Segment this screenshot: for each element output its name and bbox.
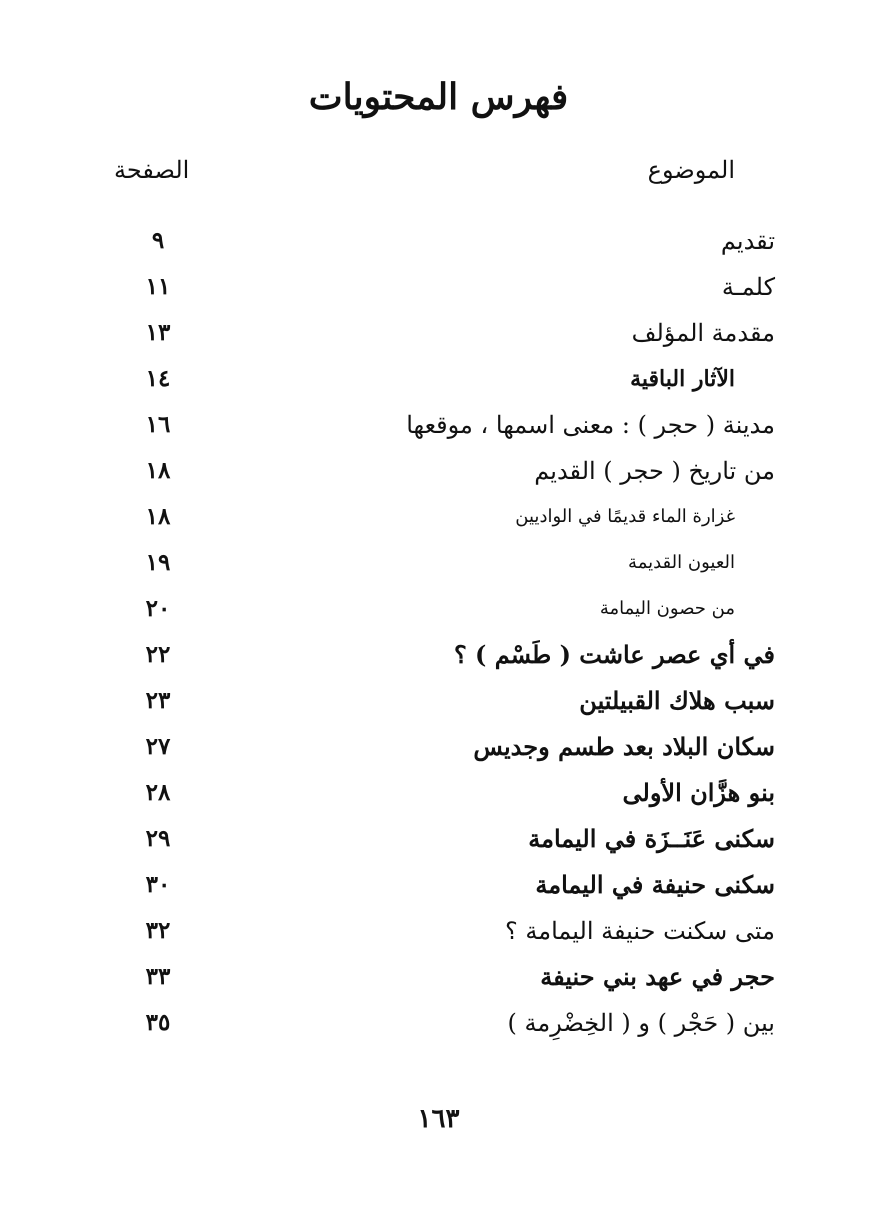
toc-entry-topic: سكنى حنيفة في اليمامة [535, 870, 775, 899]
toc-entry-page: ٢٢ [145, 641, 171, 668]
toc-entry-page: ٢٨ [145, 779, 171, 806]
toc-entry [0, 218, 877, 264]
toc-entry-page: ١١ [145, 273, 171, 300]
toc-entry [0, 678, 877, 724]
toc-entry-topic: مدينة ( حجر ) : معنى اسمها ، موقعها [406, 411, 775, 439]
toc-entry [0, 356, 877, 402]
toc-entry [0, 908, 877, 954]
toc-entry-page: ٣٢ [145, 917, 171, 944]
toc-entry [0, 494, 877, 540]
toc-entry-page: ٣٣ [145, 963, 171, 990]
toc-entry [0, 402, 877, 448]
toc-entry [0, 1000, 877, 1046]
toc-entry-page: ٢٩ [145, 825, 171, 852]
toc-entry-topic: العيون القديمة [628, 552, 735, 573]
toc-entry-page: ١٤ [145, 365, 171, 392]
toc-entry [0, 954, 877, 1000]
toc-entry-topic: حجر في عهد بني حنيفة [540, 962, 775, 991]
toc-entry-topic: مقدمة المؤلف [631, 319, 775, 347]
column-header-topic: الموضوع [647, 156, 735, 184]
toc-entry-page: ١٦ [145, 411, 171, 438]
toc-entry-page: ١٨ [145, 503, 171, 530]
toc-entry [0, 770, 877, 816]
toc-entry [0, 448, 877, 494]
toc-entry-topic: بنو هزَّان الأولى [622, 778, 775, 807]
column-header-page: الصفحة [114, 156, 190, 184]
toc-entry-topic: متى سكنت حنيفة اليمامة ؟ [505, 917, 775, 945]
toc-entry [0, 586, 877, 632]
toc-entry-page: ١٩ [145, 549, 171, 576]
toc-entry [0, 264, 877, 310]
table-of-contents [0, 218, 877, 1046]
toc-entry-topic: الآثار الباقية [630, 366, 735, 392]
toc-entry [0, 816, 877, 862]
toc-entry [0, 540, 877, 586]
page-title: فهرس المحتويات [308, 76, 569, 118]
toc-entry-topic: سكنى عَنَــزَة في اليمامة [528, 824, 775, 853]
toc-entry [0, 632, 877, 678]
toc-entry-page: ١٨ [145, 457, 171, 484]
toc-entry-page: ١٣ [145, 319, 171, 346]
toc-entry-topic: بين ( حَجْر ) و ( الخِضْرِمة ) [507, 1009, 775, 1037]
toc-entry-topic: سبب هلاك القبيلتين [579, 686, 775, 715]
toc-entry-page: ٢٧ [145, 733, 171, 760]
toc-entry-topic: سكان البلاد بعد طسم وجديس [473, 732, 775, 761]
toc-entry-topic: تقديم [720, 227, 775, 255]
toc-entry-topic: كلمـة [721, 273, 775, 301]
toc-entry-topic: من تاريخ ( حجر ) القديم [534, 457, 775, 485]
toc-entry-page: ٢٣ [145, 687, 171, 714]
toc-entry [0, 862, 877, 908]
toc-entry-topic: غزارة الماء قديمًا في الواديين [515, 506, 735, 527]
toc-entry [0, 310, 877, 356]
toc-entry-page: ٣٥ [145, 1009, 171, 1036]
page-number: ١٦٣ [417, 1104, 460, 1134]
toc-entry-page: ٢٠ [145, 595, 171, 622]
toc-entry-page: ٣٠ [145, 871, 171, 898]
toc-entry-topic: في أي عصر عاشت ( طَسْم ) ؟ [453, 640, 775, 669]
toc-entry-page: ٩ [151, 227, 165, 254]
toc-entry [0, 724, 877, 770]
toc-entry-topic: من حصون اليمامة [599, 598, 735, 619]
